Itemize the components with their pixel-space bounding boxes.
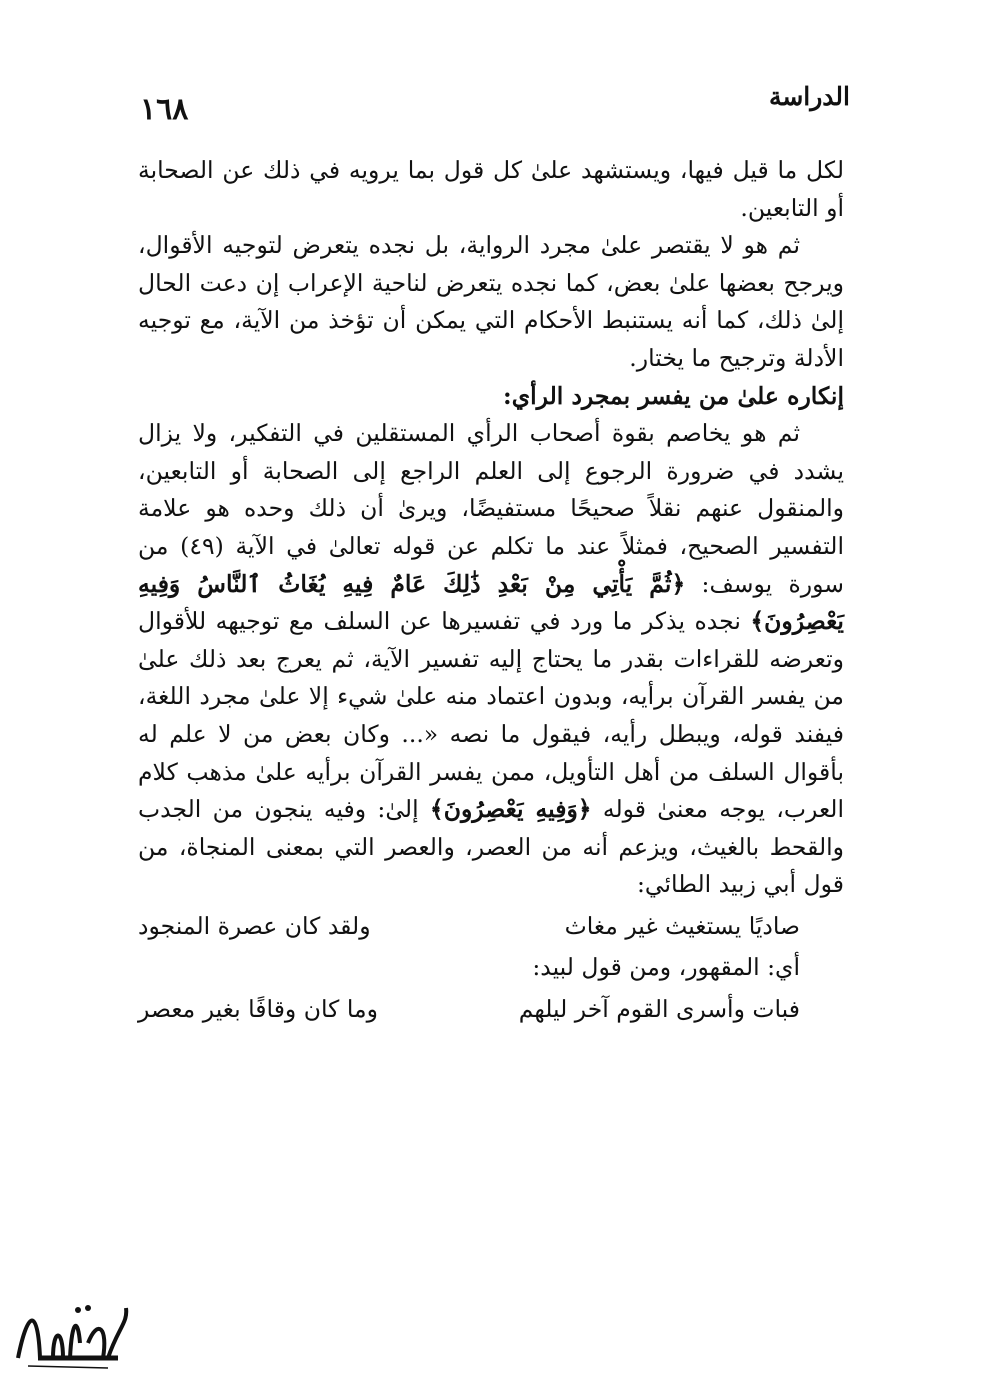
page-header	[140, 82, 850, 132]
verse-2-first-hemistich: فبات وأسرى القوم آخر ليلهم	[518, 995, 800, 1024]
poetry-verse-1	[138, 908, 844, 946]
quran-verse-1: ﴿ثُمَّ يَأْتِي مِنْ بَعْدِ ذَٰلِكَ عَامٌ فِيهِ يُغَاثُ ٱلنَّاسُ وَفِيهِ يَعْصِرُونَ﴾	[138, 569, 844, 636]
paragraph-3-part-c: إلىٰ: وفيه ينجون من الجدب والقحط بالغيث، ويزعم أنه من العصر، والعصر التي بمعنى المنجاة، من قول أبي زبيد الطائي:	[138, 795, 844, 899]
chapter-title: الدراسة	[768, 82, 850, 111]
paragraph-4: أي: المقهور، ومن قول لبيد:	[532, 953, 800, 982]
calligraphy-logo-icon	[8, 1288, 138, 1378]
verse-1-first-hemistich: صاديًا يستغيث غير مغاث	[564, 911, 800, 940]
verse-2-second-hemistich: وما كان وقافًا بغير معصر	[138, 995, 378, 1024]
poetry-verse-2	[138, 991, 844, 1029]
paragraph-3	[138, 415, 844, 904]
page-number: ١٦٨	[140, 92, 189, 127]
paragraph-3-part-b: نجده يذكر ما ورد في تفسيرها عن السلف مع توجيهه للأقوال وتعرضه للقراءات بقدر ما يحتاج إليه تفسير الآية، ثم يعرج بعد ذلك علىٰ من يفسر القرآن برأيه، وبدون اعتماد منه علىٰ شيء إلا علىٰ مجرد اللغة، فيفند قوله، ويبطل رأيه، فيقول ما نصه «... وكان بعض من لا علم له بأقوال السلف من أهل التأويل، ممن يفسر القرآن برأيه علىٰ مذهب كلام العرب، يوجه معنىٰ قوله	[138, 607, 844, 824]
paragraph-3-part-a: ثم هو يخاصم بقوة أصحاب الرأي المستقلين في التفكير، ولا يزال يشدد في ضرورة الرجوع إلى العلم الراجع إلى الصحابة أو التابعين، والمنقول عنهم نقلاً صحيحًا مستفيضًا، ويرىٰ أن ذلك وحده هو علامة التفسير الصحيح، فمثلاً عند ما تكلم عن قوله تعالىٰ في الآية (٤٩) من سورة يوسف:	[138, 419, 844, 598]
verse-1-second-hemistich: ولقد كان عصرة المنجود	[138, 911, 371, 940]
quran-verse-2: ﴿وَفِيهِ يَعْصِرُونَ﴾	[429, 795, 592, 824]
page-body	[138, 152, 844, 1033]
paragraph-2: ثم هو لا يقتصر علىٰ مجرد الرواية، بل نجده يتعرض لتوجيه الأقوال، ويرجح بعضها علىٰ بعض، كما نجده يتعرض لناحية الإعراب إن دعت الحال إلىٰ ذلك، كما أنه يستنبط الأحكام التي يمكن أن تؤخذ من الآية، مع توجيه الأدلة وترجيح ما يختار.	[138, 231, 844, 372]
publisher-logo	[8, 1288, 138, 1378]
paragraph-1: لكل ما قيل فيها، ويستشهد علىٰ كل قول بما يرويه في ذلك عن الصحابة أو التابعين.	[138, 156, 844, 222]
section-heading: إنكاره علىٰ من يفسر بمجرد الرأي:	[503, 381, 844, 410]
